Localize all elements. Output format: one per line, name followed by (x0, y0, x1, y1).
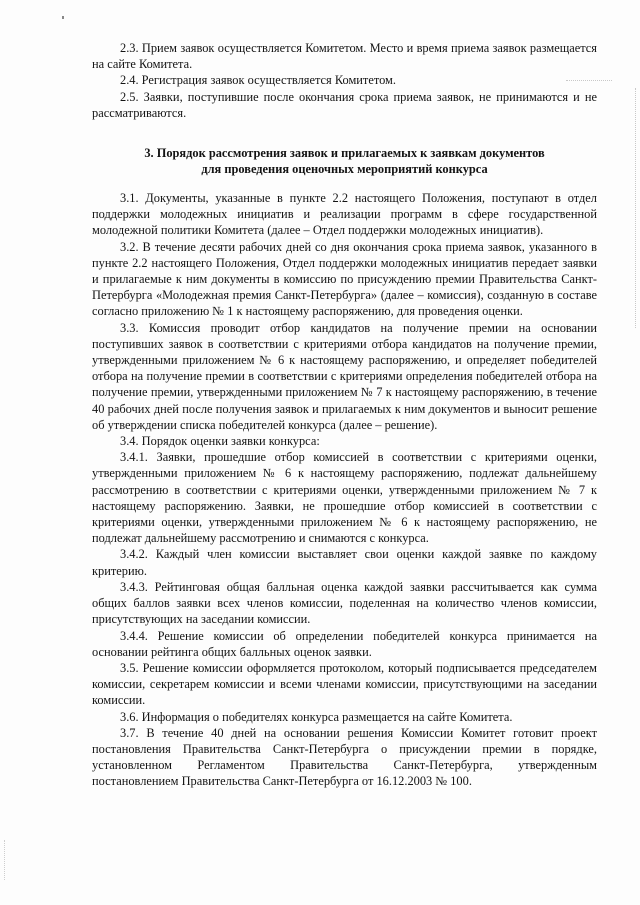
section-3-heading-line2: для проведения оценочных мероприятий конкурса (201, 162, 488, 177)
paragraph-3-4: 3.4. Порядок оценки заявки конкурса: (120, 434, 320, 449)
paragraph-3-4-2: 3.4.2. Каждый член комиссии выставляет свои оценки каждой заявке по каждому критерию. (92, 547, 597, 578)
section-3-heading (92, 145, 597, 177)
section-3-heading-line1: 3. Порядок рассмотрения заявок и прилагаемых к заявкам документов (144, 146, 545, 161)
paragraph-3-6: 3.6. Информация о победителях конкурса размещается на сайте Комитета. (120, 709, 513, 724)
paragraph-3-7: 3.7. В течение 40 дней на основании решения Комиссии Комитет готовит проект постановления Правительства Санкт-Петербурга о присуждении премии в порядке, установленном Регламентом Правительства Санкт-Петербурга, утвержденным постановлением Правительства Санкт-Петербурга от 16.12.2003 № 100. (92, 725, 597, 789)
paragraph-3-4-1: 3.4.1. Заявки, прошедшие отбор комиссией в соответствии с критериями оценки, утвержденными приложением № 6 к настоящему распоряжению, подлежат дальнейшему рассмотрению в соответствии с критериями оценки, утвержденными приложением № 7 к настоящему распоряжению. Заявки, не прошедшие отбор комиссией в соответствии с критериями оценки, утвержденными приложением № 6 к настоящему распоряжению, не подлежат дальнейшему рассмотрению и снимаются с конкурса. (92, 450, 597, 546)
paragraph-2-4: 2.4. Регистрация заявок осуществляется Комитетом. (120, 73, 396, 88)
paragraph-3-4-3: 3.4.3. Рейтинговая общая балльная оценка каждой заявки рассчитывается как сумма общих баллов заявки всех членов комиссии, поделенная на количество членов комиссии, присутствующих на заседании комиссии. (92, 579, 597, 627)
scan-artifact (62, 16, 64, 19)
paragraph-2-5: 2.5. Заявки, поступившие после окончания срока приема заявок, не принимаются и не рассматриваются. (92, 89, 597, 120)
document-body (92, 40, 597, 790)
paragraph-3-3: 3.3. Комиссия проводит отбор кандидатов на получение премии на основании поступивших заявок в соответствии с критериями отбора кандидатов на получение премии, утвержденными приложением № 6 к настоящему распоряжению, и определяет победителей отбора на получение премии в соответствии с критериями определения победителей отбора на получение премии, утвержденными приложением № 7 к настоящему распоряжению, в течение 40 рабочих дней после получения заявок и прилагаемых к ним документов и выносит решение об утверждении списка победителей конкурса (далее – решение). (92, 320, 597, 432)
paragraph-3-2: 3.2. В течение десяти рабочих дней со дня окончания срока приема заявок, указанного в пункте 2.2 настоящего Положения, Отдел поддержки молодежных инициатив передает заявки и прилагаемые к ним документы в комиссию по присуждению премии Правительства Санкт-Петербурга «Молодежная премия Санкт-Петербурга» (далее – комиссия), созданную в составе согласно приложению № 1 к настоящему распоряжению, для проведения оценки. (92, 239, 597, 319)
paragraph-3-1: 3.1. Документы, указанные в пункте 2.2 настоящего Положения, поступают в отдел поддержки молодежных инициатив и реализации программ в сфере государственной молодежной политики Комитета (далее – Отдел поддержки молодежных инициатив). (92, 191, 597, 238)
paragraph-3-5: 3.5. Решение комиссии оформляется протоколом, который подписывается председателем комиссии, секретарем комиссии и всеми членами комиссии, присутствующими на заседании комиссии. (92, 660, 597, 708)
paragraph-2-3: 2.3. Прием заявок осуществляется Комитетом. Место и время приема заявок размещается на сайте Комитета. (92, 41, 597, 72)
paragraph-3-4-4: 3.4.4. Решение комиссии об определении победителей конкурса принимается на основании рейтинга общих балльных оценок заявки. (92, 628, 597, 659)
scan-edge-artifact-bottom (4, 840, 6, 880)
scan-edge-artifact (634, 88, 636, 328)
